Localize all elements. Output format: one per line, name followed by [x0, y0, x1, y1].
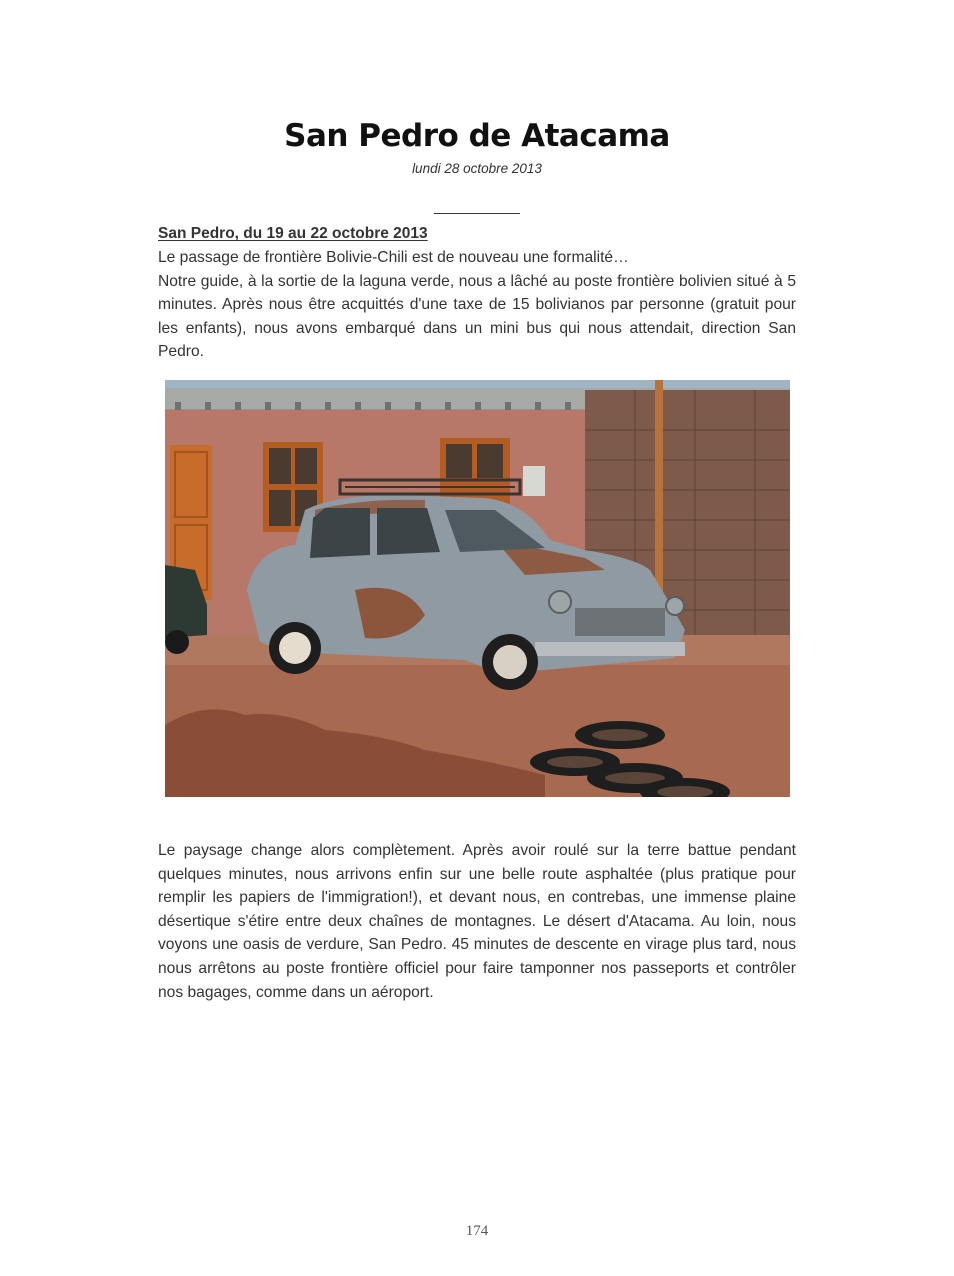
page-number: 174: [465, 1223, 489, 1239]
old-car-photo: [165, 380, 790, 797]
intro-paragraph: [158, 246, 796, 364]
landscape-paragraph: Le paysage change alors complètement. Après avoir roulé sur la terre battue pendant quelques minutes, nous arrivons enfin sur une belle route asphaltée (plus pratique pour remplir les papiers de l'immigration!), et devant nous, en contrebas, une immense plaine désertique s'étire entre deux chaînes de montagnes. Le désert d'Atacama. Au loin, nous voyons une oasis de verdure, San Pedro. 45 minutes de descente en virage plus tard, nous nous arrêtons au poste frontière officiel pour faire tamponner nos passeports et contrôler nos bagages, comme dans un aéroport.: [158, 842, 796, 1001]
post-date: lundi 28 octobre 2013: [412, 161, 542, 176]
electric-meter: [523, 466, 545, 496]
page-title: San Pedro de Atacama: [284, 118, 670, 154]
separator-line: ___________: [434, 198, 520, 214]
intro-paragraph-body: Notre guide, à la sortie de la laguna verde, nous a lâché au poste frontière bolivien situé à 5 minutes. Après nous être acquittés d'une taxe de 15 bolivianos par personne (gratuit pour les enfants), nous avons embarqué dans un mini bus qui nous attendait, direction San Pedro.: [158, 272, 796, 361]
intro-paragraph-line-1: Le passage de frontière Bolivie-Chili est de nouveau une formalité…: [158, 249, 629, 266]
section-heading: San Pedro, du 19 au 22 octobre 2013: [158, 225, 428, 242]
